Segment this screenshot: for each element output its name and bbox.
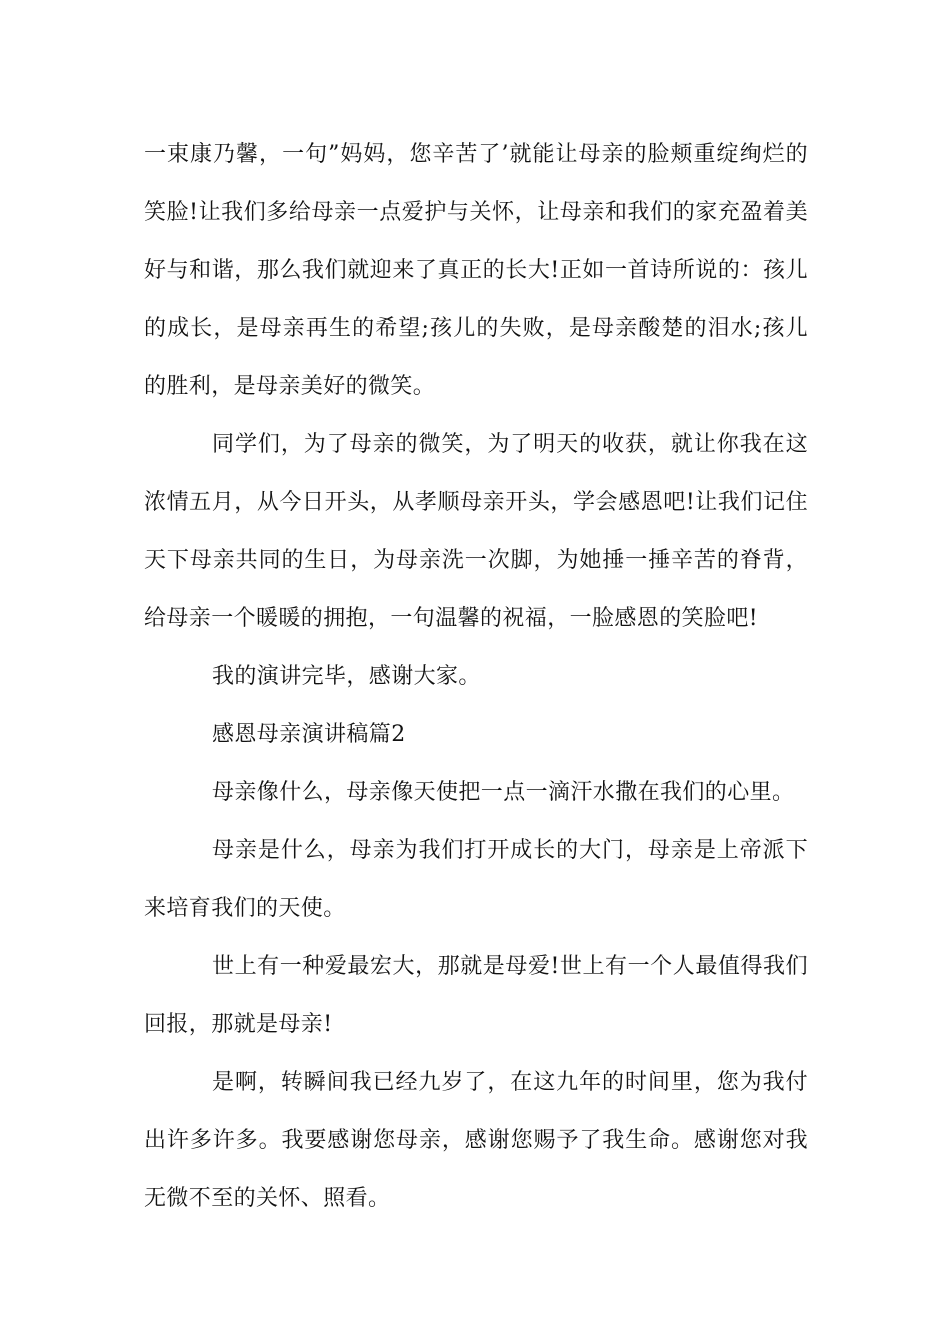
- paragraph-closing: 我的演讲完毕，感谢大家。: [212, 664, 481, 689]
- paragraph-3: 母亲像什么，母亲像天使把一点一滴汗水撒在我们的心里。: [212, 780, 795, 805]
- section-heading: 感恩母亲演讲稿篇2: [212, 722, 406, 747]
- paragraph-1: 一束康乃馨，一句”妈妈，您辛苦了’就能让母亲的脸颊重绽绚烂的笑脸!让我们多给母亲一点爱护与关怀，让母亲和我们的家充盈着美好与和谐，那么我们就迎来了真正的长大!正如一首诗所说的：孩儿的成长，是母亲再生的希望;孩儿的失败，是母亲酸楚的泪水;孩儿的胜利，是母亲美好的微笑。: [144, 142, 808, 399]
- paragraph-2: 同学们，为了母亲的微笑，为了明天的收获，就让你我在这浓情五月，从今日开头，从孝顺母亲开头，学会感恩吧!让我们记住天下母亲共同的生日，为母亲洗一次脚，为她捶一捶辛苦的脊背，给母亲一个暖暖的拥抱，一句温馨的祝福，一脸感恩的笑脸吧!: [144, 432, 808, 631]
- paragraph-6: 是啊，转瞬间我已经九岁了，在这九年的时间里，您为我付出许多许多。我要感谢您母亲，感谢您赐予了我生命。感谢您对我无微不至的关怀、照看。: [144, 1070, 808, 1211]
- document-body: [144, 126, 808, 1228]
- paragraph-5: 世上有一种爱最宏大，那就是母爱!世上有一个人最值得我们回报，那就是母亲!: [144, 954, 808, 1037]
- paragraph-4: 母亲是什么，母亲为我们打开成长的大门，母亲是上帝派下来培育我们的天使。: [144, 838, 808, 921]
